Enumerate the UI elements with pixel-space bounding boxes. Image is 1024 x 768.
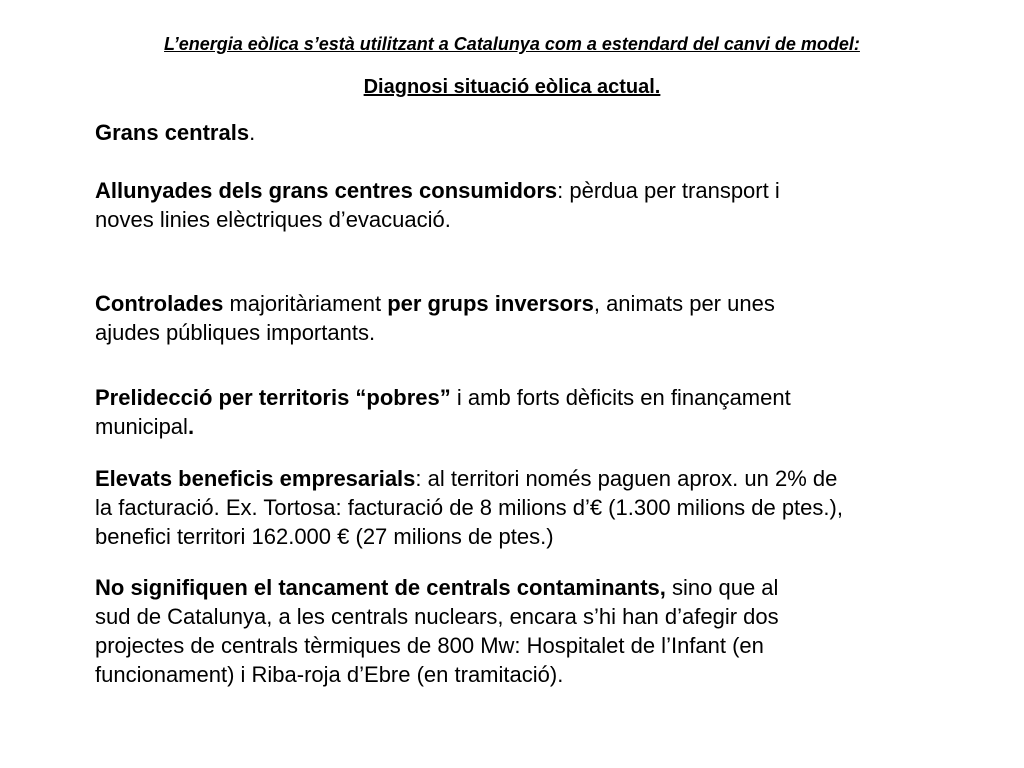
paragraph-line [95,412,791,441]
slide-title: L’energia eòlica s’està utilitzant a Catalunya com a estendard del canvi de model: [164,34,860,54]
paragraph-line [95,464,843,493]
section-heading-bold: Grans centrals [95,120,250,145]
paragraph-territories [95,383,791,441]
paragraph-line: ajudes públiques importants. [95,320,376,345]
paragraph-text: sino que al [665,575,779,600]
section-heading-tail: . [249,120,256,145]
paragraph-text: i amb forts dèficits en finançament [450,385,791,410]
paragraph-line: projectes de centrals tèrmiques de 800 Mw: Hospitalet de l’Infant (en [95,633,764,658]
paragraph-bold: Prelidecció per territoris “pobres” [95,385,451,410]
paragraph-control [95,289,775,347]
paragraph-bold: Allunyades dels grans centres consumidors [95,178,558,203]
paragraph-plants [95,573,779,689]
paragraph-profits [95,464,843,551]
paragraph-text: : pèrdua per transport i [557,178,780,203]
paragraph-bold: . [187,414,195,439]
section-heading [95,120,255,146]
paragraph-text: municipal [95,414,188,439]
paragraph-text: , animats per unes [593,291,775,316]
paragraph-line: noves linies elèctriques d’evacuació. [95,207,451,232]
paragraph-bold: No signifiquen el tancament de centrals contaminants, [95,575,666,600]
paragraph-line [95,573,779,602]
paragraph-bold: Controlades [95,291,224,316]
paragraph-line [95,383,791,412]
paragraph-distance [95,176,780,234]
paragraph-line: benefici territori 162.000 € (27 milions de ptes.) [95,524,554,549]
paragraph-text: : al territori només paguen aprox. un 2% de [415,466,838,491]
paragraph-line [95,289,775,318]
paragraph-line: la facturació. Ex. Tortosa: facturació de 8 milions d’€ (1.300 milions de ptes.), [95,495,843,520]
paragraph-line: sud de Catalunya, a les centrals nuclears, encara s’hi han d’afegir dos [95,604,779,629]
paragraph-line: funcionament) i Riba-roja d’Ebre (en tramitació). [95,662,564,687]
paragraph-bold: per grups inversors [387,291,594,316]
slide-subtitle: Diagnosi situació eòlica actual. [363,76,661,98]
paragraph-line [95,176,780,205]
paragraph-bold: Elevats beneficis empresarials [95,466,416,491]
paragraph-text: majoritàriament [223,291,388,316]
